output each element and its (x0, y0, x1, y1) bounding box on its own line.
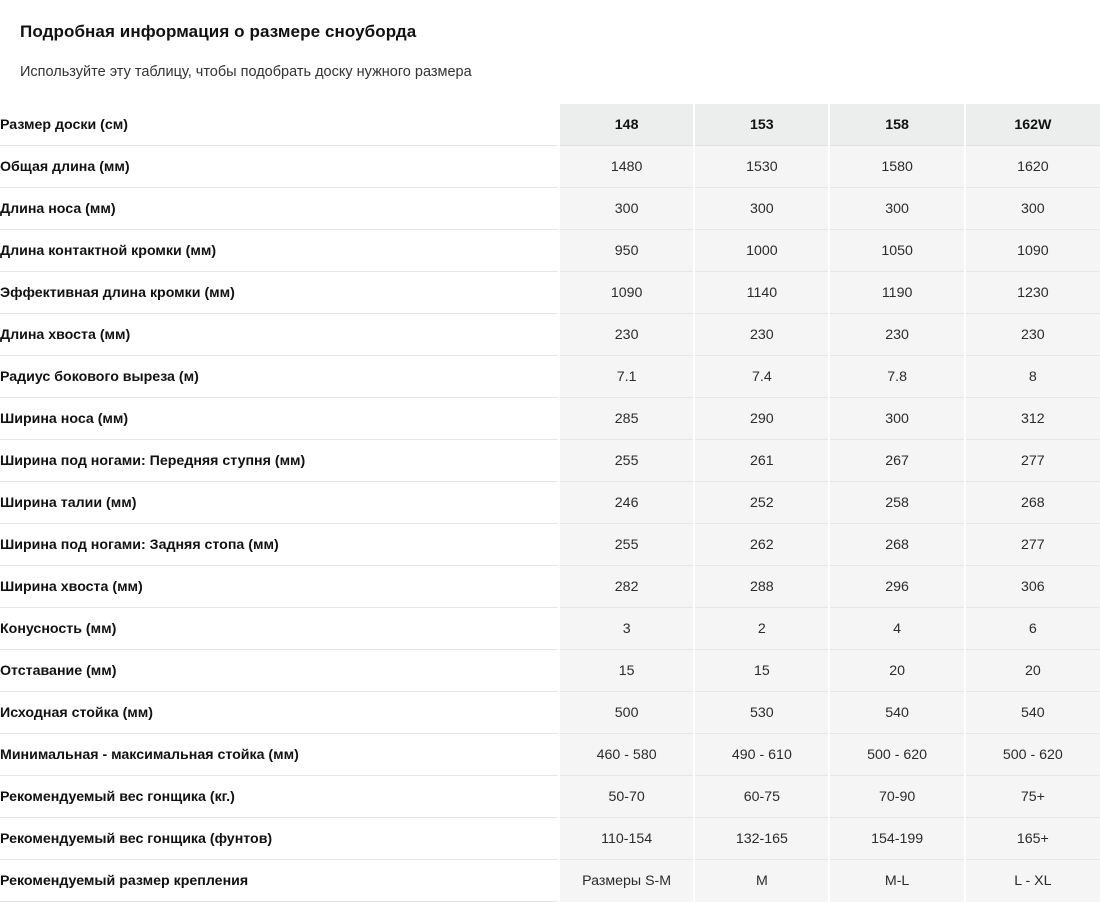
cell-r17-c3: L - XL (965, 860, 1100, 902)
cell-r0-c3: 1620 (965, 146, 1100, 188)
cell-r11-c0: 3 (559, 608, 694, 650)
table-row (0, 272, 1100, 314)
table-row (0, 146, 1100, 188)
cell-r15-c3: 75+ (965, 776, 1100, 818)
cell-r8-c1: 252 (694, 482, 829, 524)
cell-r3-c3: 1230 (965, 272, 1100, 314)
cell-r7-c3: 277 (965, 440, 1100, 482)
row-label: Ширина хвоста (мм) (0, 566, 559, 608)
table-row (0, 230, 1100, 272)
cell-r2-c0: 950 (559, 230, 694, 272)
cell-r10-c1: 288 (694, 566, 829, 608)
column-header-3: 162W (965, 104, 1100, 146)
table-row (0, 692, 1100, 734)
cell-r17-c1: M (694, 860, 829, 902)
cell-r12-c0: 15 (559, 650, 694, 692)
table-row (0, 776, 1100, 818)
cell-r9-c1: 262 (694, 524, 829, 566)
cell-r16-c0: 110-154 (559, 818, 694, 860)
row-label: Отставание (мм) (0, 650, 559, 692)
row-label: Длина хвоста (мм) (0, 314, 559, 356)
row-label: Эффективная длина кромки (мм) (0, 272, 559, 314)
table-header-row (0, 104, 1100, 146)
cell-r12-c2: 20 (829, 650, 964, 692)
row-label: Ширина под ногами: Передняя ступня (мм) (0, 440, 559, 482)
cell-r1-c0: 300 (559, 188, 694, 230)
row-label: Минимальная - максимальная стойка (мм) (0, 734, 559, 776)
row-label: Длина носа (мм) (0, 188, 559, 230)
cell-r3-c2: 1190 (829, 272, 964, 314)
row-label: Конусность (мм) (0, 608, 559, 650)
table-row (0, 524, 1100, 566)
cell-r5-c1: 7.4 (694, 356, 829, 398)
cell-r8-c2: 258 (829, 482, 964, 524)
cell-r4-c2: 230 (829, 314, 964, 356)
cell-r11-c3: 6 (965, 608, 1100, 650)
snowboard-size-table (0, 104, 1100, 902)
cell-r10-c2: 296 (829, 566, 964, 608)
cell-r10-c3: 306 (965, 566, 1100, 608)
cell-r11-c2: 4 (829, 608, 964, 650)
column-header-1: 153 (694, 104, 829, 146)
cell-r5-c2: 7.8 (829, 356, 964, 398)
table-body (0, 146, 1100, 902)
row-label: Радиус бокового выреза (м) (0, 356, 559, 398)
row-label: Исходная стойка (мм) (0, 692, 559, 734)
cell-r12-c3: 20 (965, 650, 1100, 692)
table-row (0, 440, 1100, 482)
cell-r2-c3: 1090 (965, 230, 1100, 272)
table-row (0, 398, 1100, 440)
cell-r14-c3: 500 - 620 (965, 734, 1100, 776)
cell-r2-c1: 1000 (694, 230, 829, 272)
cell-r11-c1: 2 (694, 608, 829, 650)
row-label: Ширина талии (мм) (0, 482, 559, 524)
table-row (0, 188, 1100, 230)
row-label: Рекомендуемый размер крепления (0, 860, 559, 902)
table-corner-label: Размер доски (см) (0, 104, 559, 146)
table-row (0, 356, 1100, 398)
cell-r6-c3: 312 (965, 398, 1100, 440)
page-subtitle: Используйте эту таблицу, чтобы подобрать доску нужного размера (20, 64, 472, 80)
cell-r0-c1: 1530 (694, 146, 829, 188)
row-label: Общая длина (мм) (0, 146, 559, 188)
cell-r15-c2: 70-90 (829, 776, 964, 818)
table-row (0, 566, 1100, 608)
column-header-0: 148 (559, 104, 694, 146)
cell-r0-c0: 1480 (559, 146, 694, 188)
cell-r4-c1: 230 (694, 314, 829, 356)
cell-r13-c0: 500 (559, 692, 694, 734)
cell-r17-c2: M-L (829, 860, 964, 902)
cell-r7-c0: 255 (559, 440, 694, 482)
table-row (0, 818, 1100, 860)
page-title: Подробная информация о размере сноуборда (20, 22, 417, 41)
cell-r12-c1: 15 (694, 650, 829, 692)
cell-r9-c2: 268 (829, 524, 964, 566)
cell-r8-c0: 246 (559, 482, 694, 524)
cell-r9-c0: 255 (559, 524, 694, 566)
cell-r16-c2: 154-199 (829, 818, 964, 860)
cell-r1-c2: 300 (829, 188, 964, 230)
row-label: Длина контактной кромки (мм) (0, 230, 559, 272)
column-header-2: 158 (829, 104, 964, 146)
cell-r15-c1: 60-75 (694, 776, 829, 818)
cell-r6-c0: 285 (559, 398, 694, 440)
cell-r16-c3: 165+ (965, 818, 1100, 860)
cell-r6-c2: 300 (829, 398, 964, 440)
table-row (0, 650, 1100, 692)
cell-r4-c0: 230 (559, 314, 694, 356)
cell-r16-c1: 132-165 (694, 818, 829, 860)
cell-r5-c0: 7.1 (559, 356, 694, 398)
cell-r8-c3: 268 (965, 482, 1100, 524)
cell-r14-c0: 460 - 580 (559, 734, 694, 776)
row-label: Рекомендуемый вес гонщика (фунтов) (0, 818, 559, 860)
cell-r13-c1: 530 (694, 692, 829, 734)
cell-r1-c1: 300 (694, 188, 829, 230)
cell-r15-c0: 50-70 (559, 776, 694, 818)
cell-r6-c1: 290 (694, 398, 829, 440)
table-row (0, 482, 1100, 524)
row-label: Ширина носа (мм) (0, 398, 559, 440)
cell-r3-c0: 1090 (559, 272, 694, 314)
cell-r13-c2: 540 (829, 692, 964, 734)
cell-r9-c3: 277 (965, 524, 1100, 566)
cell-r14-c2: 500 - 620 (829, 734, 964, 776)
table-header (0, 104, 1100, 146)
cell-r7-c1: 261 (694, 440, 829, 482)
cell-r3-c1: 1140 (694, 272, 829, 314)
cell-r17-c0: Размеры S-M (559, 860, 694, 902)
table-row (0, 608, 1100, 650)
cell-r14-c1: 490 - 610 (694, 734, 829, 776)
table-row (0, 860, 1100, 902)
table-row (0, 734, 1100, 776)
table-row (0, 314, 1100, 356)
cell-r7-c2: 267 (829, 440, 964, 482)
cell-r2-c2: 1050 (829, 230, 964, 272)
row-label: Ширина под ногами: Задняя стопа (мм) (0, 524, 559, 566)
cell-r10-c0: 282 (559, 566, 694, 608)
row-label: Рекомендуемый вес гонщика (кг.) (0, 776, 559, 818)
cell-r1-c3: 300 (965, 188, 1100, 230)
cell-r0-c2: 1580 (829, 146, 964, 188)
cell-r5-c3: 8 (965, 356, 1100, 398)
cell-r4-c3: 230 (965, 314, 1100, 356)
cell-r13-c3: 540 (965, 692, 1100, 734)
